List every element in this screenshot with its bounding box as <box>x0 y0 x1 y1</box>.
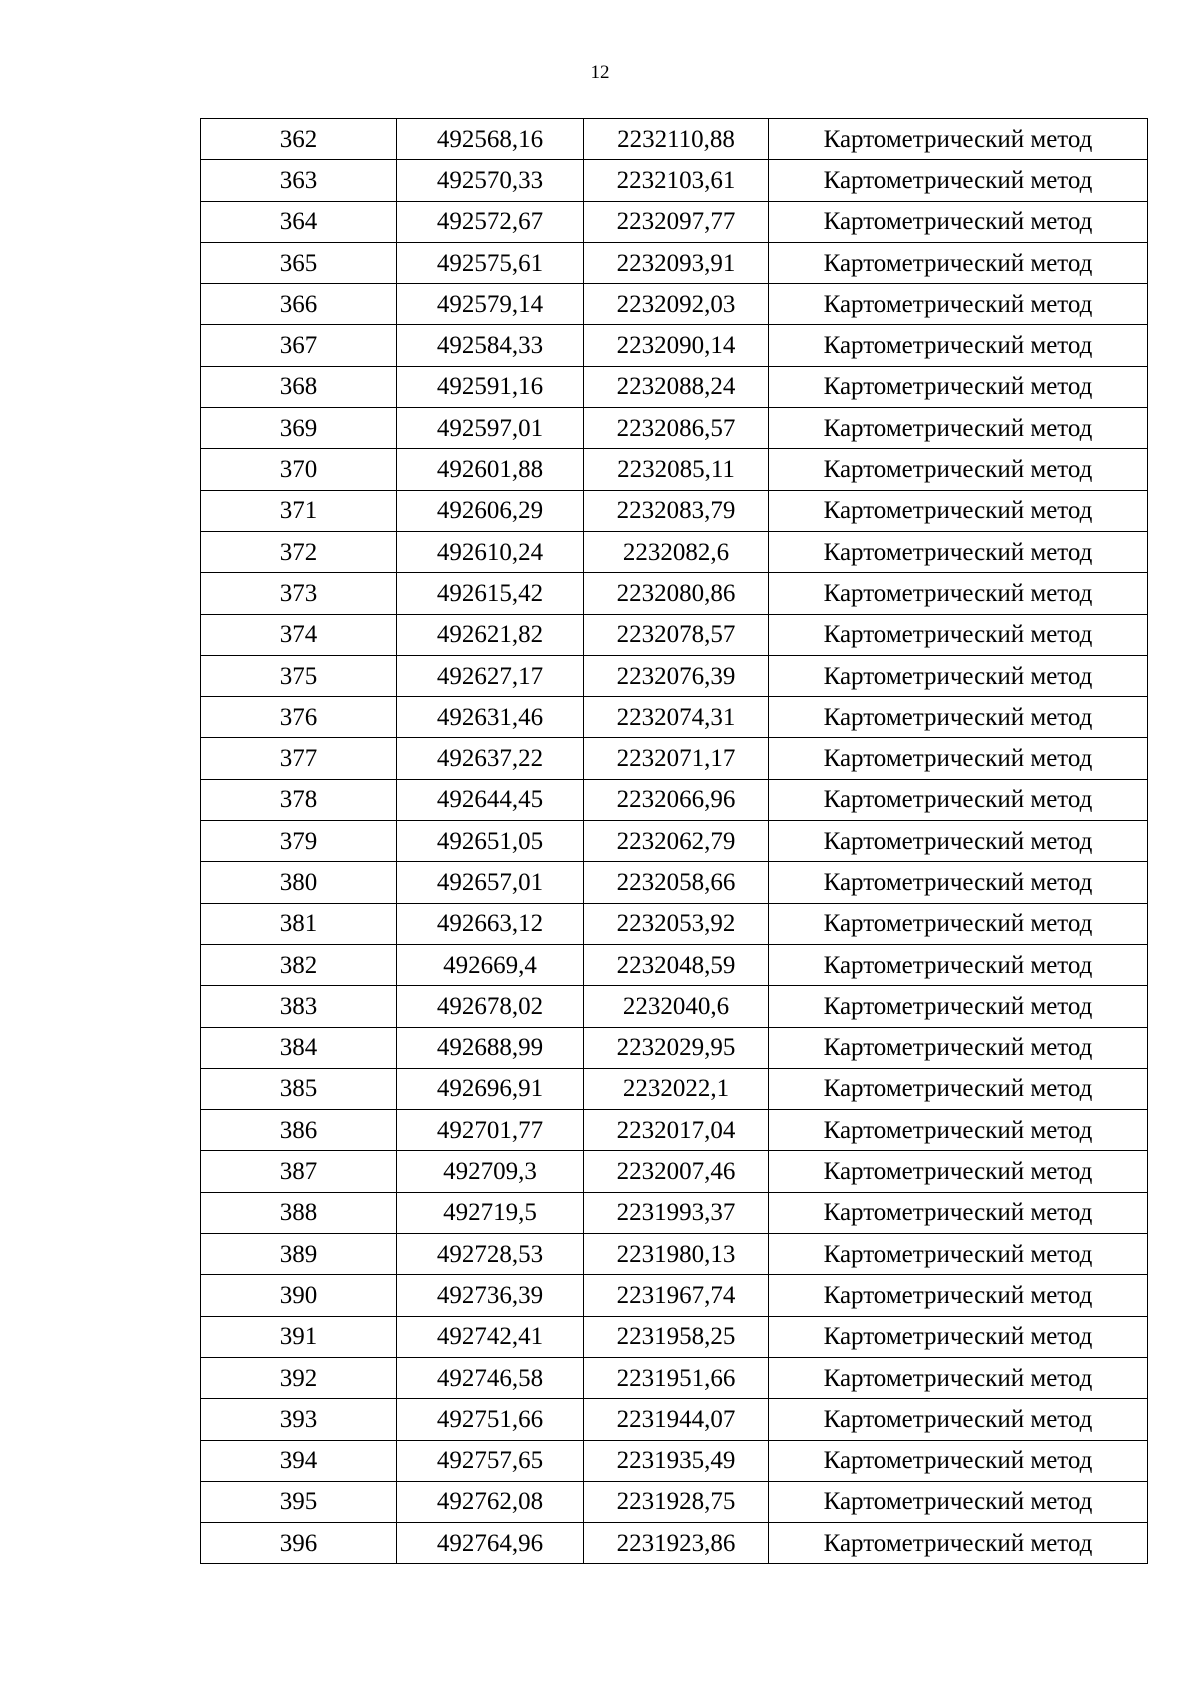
table-row <box>201 1316 1148 1357</box>
y-coordinate-cell: 2231944,07 <box>584 1399 769 1440</box>
y-coordinate-cell: 2232085,11 <box>584 449 769 490</box>
y-coordinate-cell: 2231951,66 <box>584 1357 769 1398</box>
table-row <box>201 1110 1148 1151</box>
method-cell: Картометрический метод <box>769 614 1148 655</box>
x-coordinate-cell: 492615,42 <box>397 573 584 614</box>
x-coordinate-cell: 492570,33 <box>397 160 584 201</box>
method-cell: Картометрический метод <box>769 242 1148 283</box>
y-coordinate-cell: 2232110,88 <box>584 119 769 160</box>
x-coordinate-cell: 492572,67 <box>397 201 584 242</box>
table-row <box>201 821 1148 862</box>
y-coordinate-cell: 2232053,92 <box>584 903 769 944</box>
point-number-cell: 373 <box>201 573 397 614</box>
point-number-cell: 388 <box>201 1192 397 1233</box>
point-number-cell: 382 <box>201 944 397 985</box>
table-row <box>201 531 1148 572</box>
x-coordinate-cell: 492742,41 <box>397 1316 584 1357</box>
method-cell: Картометрический метод <box>769 119 1148 160</box>
x-coordinate-cell: 492757,65 <box>397 1440 584 1481</box>
table-row <box>201 408 1148 449</box>
y-coordinate-cell: 2232078,57 <box>584 614 769 655</box>
point-number-cell: 370 <box>201 449 397 490</box>
table-row <box>201 1275 1148 1316</box>
method-cell: Картометрический метод <box>769 944 1148 985</box>
x-coordinate-cell: 492584,33 <box>397 325 584 366</box>
x-coordinate-cell: 492719,5 <box>397 1192 584 1233</box>
point-number-cell: 369 <box>201 408 397 449</box>
method-cell: Картометрический метод <box>769 366 1148 407</box>
method-cell: Картометрический метод <box>769 1027 1148 1068</box>
y-coordinate-cell: 2232022,1 <box>584 1068 769 1109</box>
table-row <box>201 160 1148 201</box>
x-coordinate-cell: 492601,88 <box>397 449 584 490</box>
method-cell: Картометрический метод <box>769 738 1148 779</box>
point-number-cell: 381 <box>201 903 397 944</box>
method-cell: Картометрический метод <box>769 1151 1148 1192</box>
y-coordinate-cell: 2231928,75 <box>584 1481 769 1522</box>
point-number-cell: 380 <box>201 862 397 903</box>
point-number-cell: 374 <box>201 614 397 655</box>
point-number-cell: 375 <box>201 655 397 696</box>
x-coordinate-cell: 492651,05 <box>397 821 584 862</box>
y-coordinate-cell: 2232048,59 <box>584 944 769 985</box>
point-number-cell: 378 <box>201 779 397 820</box>
table-row <box>201 1523 1148 1564</box>
y-coordinate-cell: 2231993,37 <box>584 1192 769 1233</box>
method-cell: Картометрический метод <box>769 1275 1148 1316</box>
point-number-cell: 384 <box>201 1027 397 1068</box>
x-coordinate-cell: 492568,16 <box>397 119 584 160</box>
method-cell: Картометрический метод <box>769 1192 1148 1233</box>
x-coordinate-cell: 492764,96 <box>397 1523 584 1564</box>
method-cell: Картометрический метод <box>769 1399 1148 1440</box>
table-row <box>201 449 1148 490</box>
x-coordinate-cell: 492627,17 <box>397 655 584 696</box>
method-cell: Картометрический метод <box>769 779 1148 820</box>
method-cell: Картометрический метод <box>769 573 1148 614</box>
point-number-cell: 395 <box>201 1481 397 1522</box>
y-coordinate-cell: 2232074,31 <box>584 697 769 738</box>
x-coordinate-cell: 492746,58 <box>397 1357 584 1398</box>
y-coordinate-cell: 2232086,57 <box>584 408 769 449</box>
method-cell: Картометрический метод <box>769 325 1148 366</box>
x-coordinate-cell: 492709,3 <box>397 1151 584 1192</box>
method-cell: Картометрический метод <box>769 1234 1148 1275</box>
table-row <box>201 490 1148 531</box>
x-coordinate-cell: 492701,77 <box>397 1110 584 1151</box>
x-coordinate-cell: 492663,12 <box>397 903 584 944</box>
x-coordinate-cell: 492696,91 <box>397 1068 584 1109</box>
table-row <box>201 1027 1148 1068</box>
point-number-cell: 366 <box>201 284 397 325</box>
table-row <box>201 201 1148 242</box>
point-number-cell: 372 <box>201 531 397 572</box>
method-cell: Картометрический метод <box>769 655 1148 696</box>
point-number-cell: 367 <box>201 325 397 366</box>
method-cell: Картометрический метод <box>769 160 1148 201</box>
point-number-cell: 377 <box>201 738 397 779</box>
table-row <box>201 1234 1148 1275</box>
y-coordinate-cell: 2232082,6 <box>584 531 769 572</box>
method-cell: Картометрический метод <box>769 201 1148 242</box>
y-coordinate-cell: 2231935,49 <box>584 1440 769 1481</box>
point-number-cell: 371 <box>201 490 397 531</box>
table-row <box>201 697 1148 738</box>
method-cell: Картометрический метод <box>769 986 1148 1027</box>
method-cell: Картометрический метод <box>769 1481 1148 1522</box>
y-coordinate-cell: 2232093,91 <box>584 242 769 283</box>
table-row <box>201 1399 1148 1440</box>
table-row <box>201 986 1148 1027</box>
method-cell: Картометрический метод <box>769 531 1148 572</box>
table-row <box>201 1357 1148 1398</box>
point-number-cell: 393 <box>201 1399 397 1440</box>
point-number-cell: 368 <box>201 366 397 407</box>
table-row <box>201 655 1148 696</box>
method-cell: Картометрический метод <box>769 1357 1148 1398</box>
point-number-cell: 387 <box>201 1151 397 1192</box>
x-coordinate-cell: 492688,99 <box>397 1027 584 1068</box>
method-cell: Картометрический метод <box>769 1110 1148 1151</box>
x-coordinate-cell: 492657,01 <box>397 862 584 903</box>
x-coordinate-cell: 492597,01 <box>397 408 584 449</box>
point-number-cell: 394 <box>201 1440 397 1481</box>
x-coordinate-cell: 492762,08 <box>397 1481 584 1522</box>
y-coordinate-cell: 2232080,86 <box>584 573 769 614</box>
table-row <box>201 779 1148 820</box>
x-coordinate-cell: 492621,82 <box>397 614 584 655</box>
table-row <box>201 738 1148 779</box>
method-cell: Картометрический метод <box>769 408 1148 449</box>
method-cell: Картометрический метод <box>769 903 1148 944</box>
y-coordinate-cell: 2231958,25 <box>584 1316 769 1357</box>
y-coordinate-cell: 2232058,66 <box>584 862 769 903</box>
y-coordinate-cell: 2232007,46 <box>584 1151 769 1192</box>
y-coordinate-cell: 2232017,04 <box>584 1110 769 1151</box>
x-coordinate-cell: 492644,45 <box>397 779 584 820</box>
y-coordinate-cell: 2231967,74 <box>584 1275 769 1316</box>
y-coordinate-cell: 2232062,79 <box>584 821 769 862</box>
table-row <box>201 903 1148 944</box>
point-number-cell: 363 <box>201 160 397 201</box>
table-row <box>201 119 1148 160</box>
y-coordinate-cell: 2232029,95 <box>584 1027 769 1068</box>
table-row <box>201 573 1148 614</box>
x-coordinate-cell: 492678,02 <box>397 986 584 1027</box>
y-coordinate-cell: 2232090,14 <box>584 325 769 366</box>
y-coordinate-cell: 2232076,39 <box>584 655 769 696</box>
table-row <box>201 862 1148 903</box>
y-coordinate-cell: 2232103,61 <box>584 160 769 201</box>
y-coordinate-cell: 2232066,96 <box>584 779 769 820</box>
table-row <box>201 1192 1148 1233</box>
y-coordinate-cell: 2231923,86 <box>584 1523 769 1564</box>
y-coordinate-cell: 2232088,24 <box>584 366 769 407</box>
point-number-cell: 391 <box>201 1316 397 1357</box>
point-number-cell: 362 <box>201 119 397 160</box>
x-coordinate-cell: 492591,16 <box>397 366 584 407</box>
coordinates-table <box>200 118 1148 1564</box>
method-cell: Картометрический метод <box>769 449 1148 490</box>
x-coordinate-cell: 492728,53 <box>397 1234 584 1275</box>
point-number-cell: 389 <box>201 1234 397 1275</box>
table-row <box>201 325 1148 366</box>
y-coordinate-cell: 2232092,03 <box>584 284 769 325</box>
method-cell: Картометрический метод <box>769 1068 1148 1109</box>
point-number-cell: 386 <box>201 1110 397 1151</box>
point-number-cell: 376 <box>201 697 397 738</box>
table-row <box>201 1151 1148 1192</box>
table-row <box>201 1440 1148 1481</box>
x-coordinate-cell: 492637,22 <box>397 738 584 779</box>
point-number-cell: 364 <box>201 201 397 242</box>
point-number-cell: 390 <box>201 1275 397 1316</box>
method-cell: Картометрический метод <box>769 821 1148 862</box>
x-coordinate-cell: 492606,29 <box>397 490 584 531</box>
page-number: 12 <box>590 62 610 83</box>
method-cell: Картометрический метод <box>769 1316 1148 1357</box>
y-coordinate-cell: 2232097,77 <box>584 201 769 242</box>
point-number-cell: 396 <box>201 1523 397 1564</box>
x-coordinate-cell: 492610,24 <box>397 531 584 572</box>
x-coordinate-cell: 492669,4 <box>397 944 584 985</box>
point-number-cell: 365 <box>201 242 397 283</box>
y-coordinate-cell: 2232083,79 <box>584 490 769 531</box>
x-coordinate-cell: 492751,66 <box>397 1399 584 1440</box>
point-number-cell: 383 <box>201 986 397 1027</box>
table-row <box>201 614 1148 655</box>
method-cell: Картометрический метод <box>769 1440 1148 1481</box>
table-row <box>201 242 1148 283</box>
coordinates-table-body <box>201 119 1148 1564</box>
table-row <box>201 944 1148 985</box>
table-row <box>201 366 1148 407</box>
point-number-cell: 379 <box>201 821 397 862</box>
table-row <box>201 1481 1148 1522</box>
method-cell: Картометрический метод <box>769 862 1148 903</box>
x-coordinate-cell: 492736,39 <box>397 1275 584 1316</box>
x-coordinate-cell: 492631,46 <box>397 697 584 738</box>
y-coordinate-cell: 2232040,6 <box>584 986 769 1027</box>
method-cell: Картометрический метод <box>769 490 1148 531</box>
x-coordinate-cell: 492575,61 <box>397 242 584 283</box>
point-number-cell: 392 <box>201 1357 397 1398</box>
method-cell: Картометрический метод <box>769 284 1148 325</box>
point-number-cell: 385 <box>201 1068 397 1109</box>
x-coordinate-cell: 492579,14 <box>397 284 584 325</box>
method-cell: Картометрический метод <box>769 697 1148 738</box>
y-coordinate-cell: 2232071,17 <box>584 738 769 779</box>
method-cell: Картометрический метод <box>769 1523 1148 1564</box>
y-coordinate-cell: 2231980,13 <box>584 1234 769 1275</box>
table-row <box>201 1068 1148 1109</box>
table-row <box>201 284 1148 325</box>
